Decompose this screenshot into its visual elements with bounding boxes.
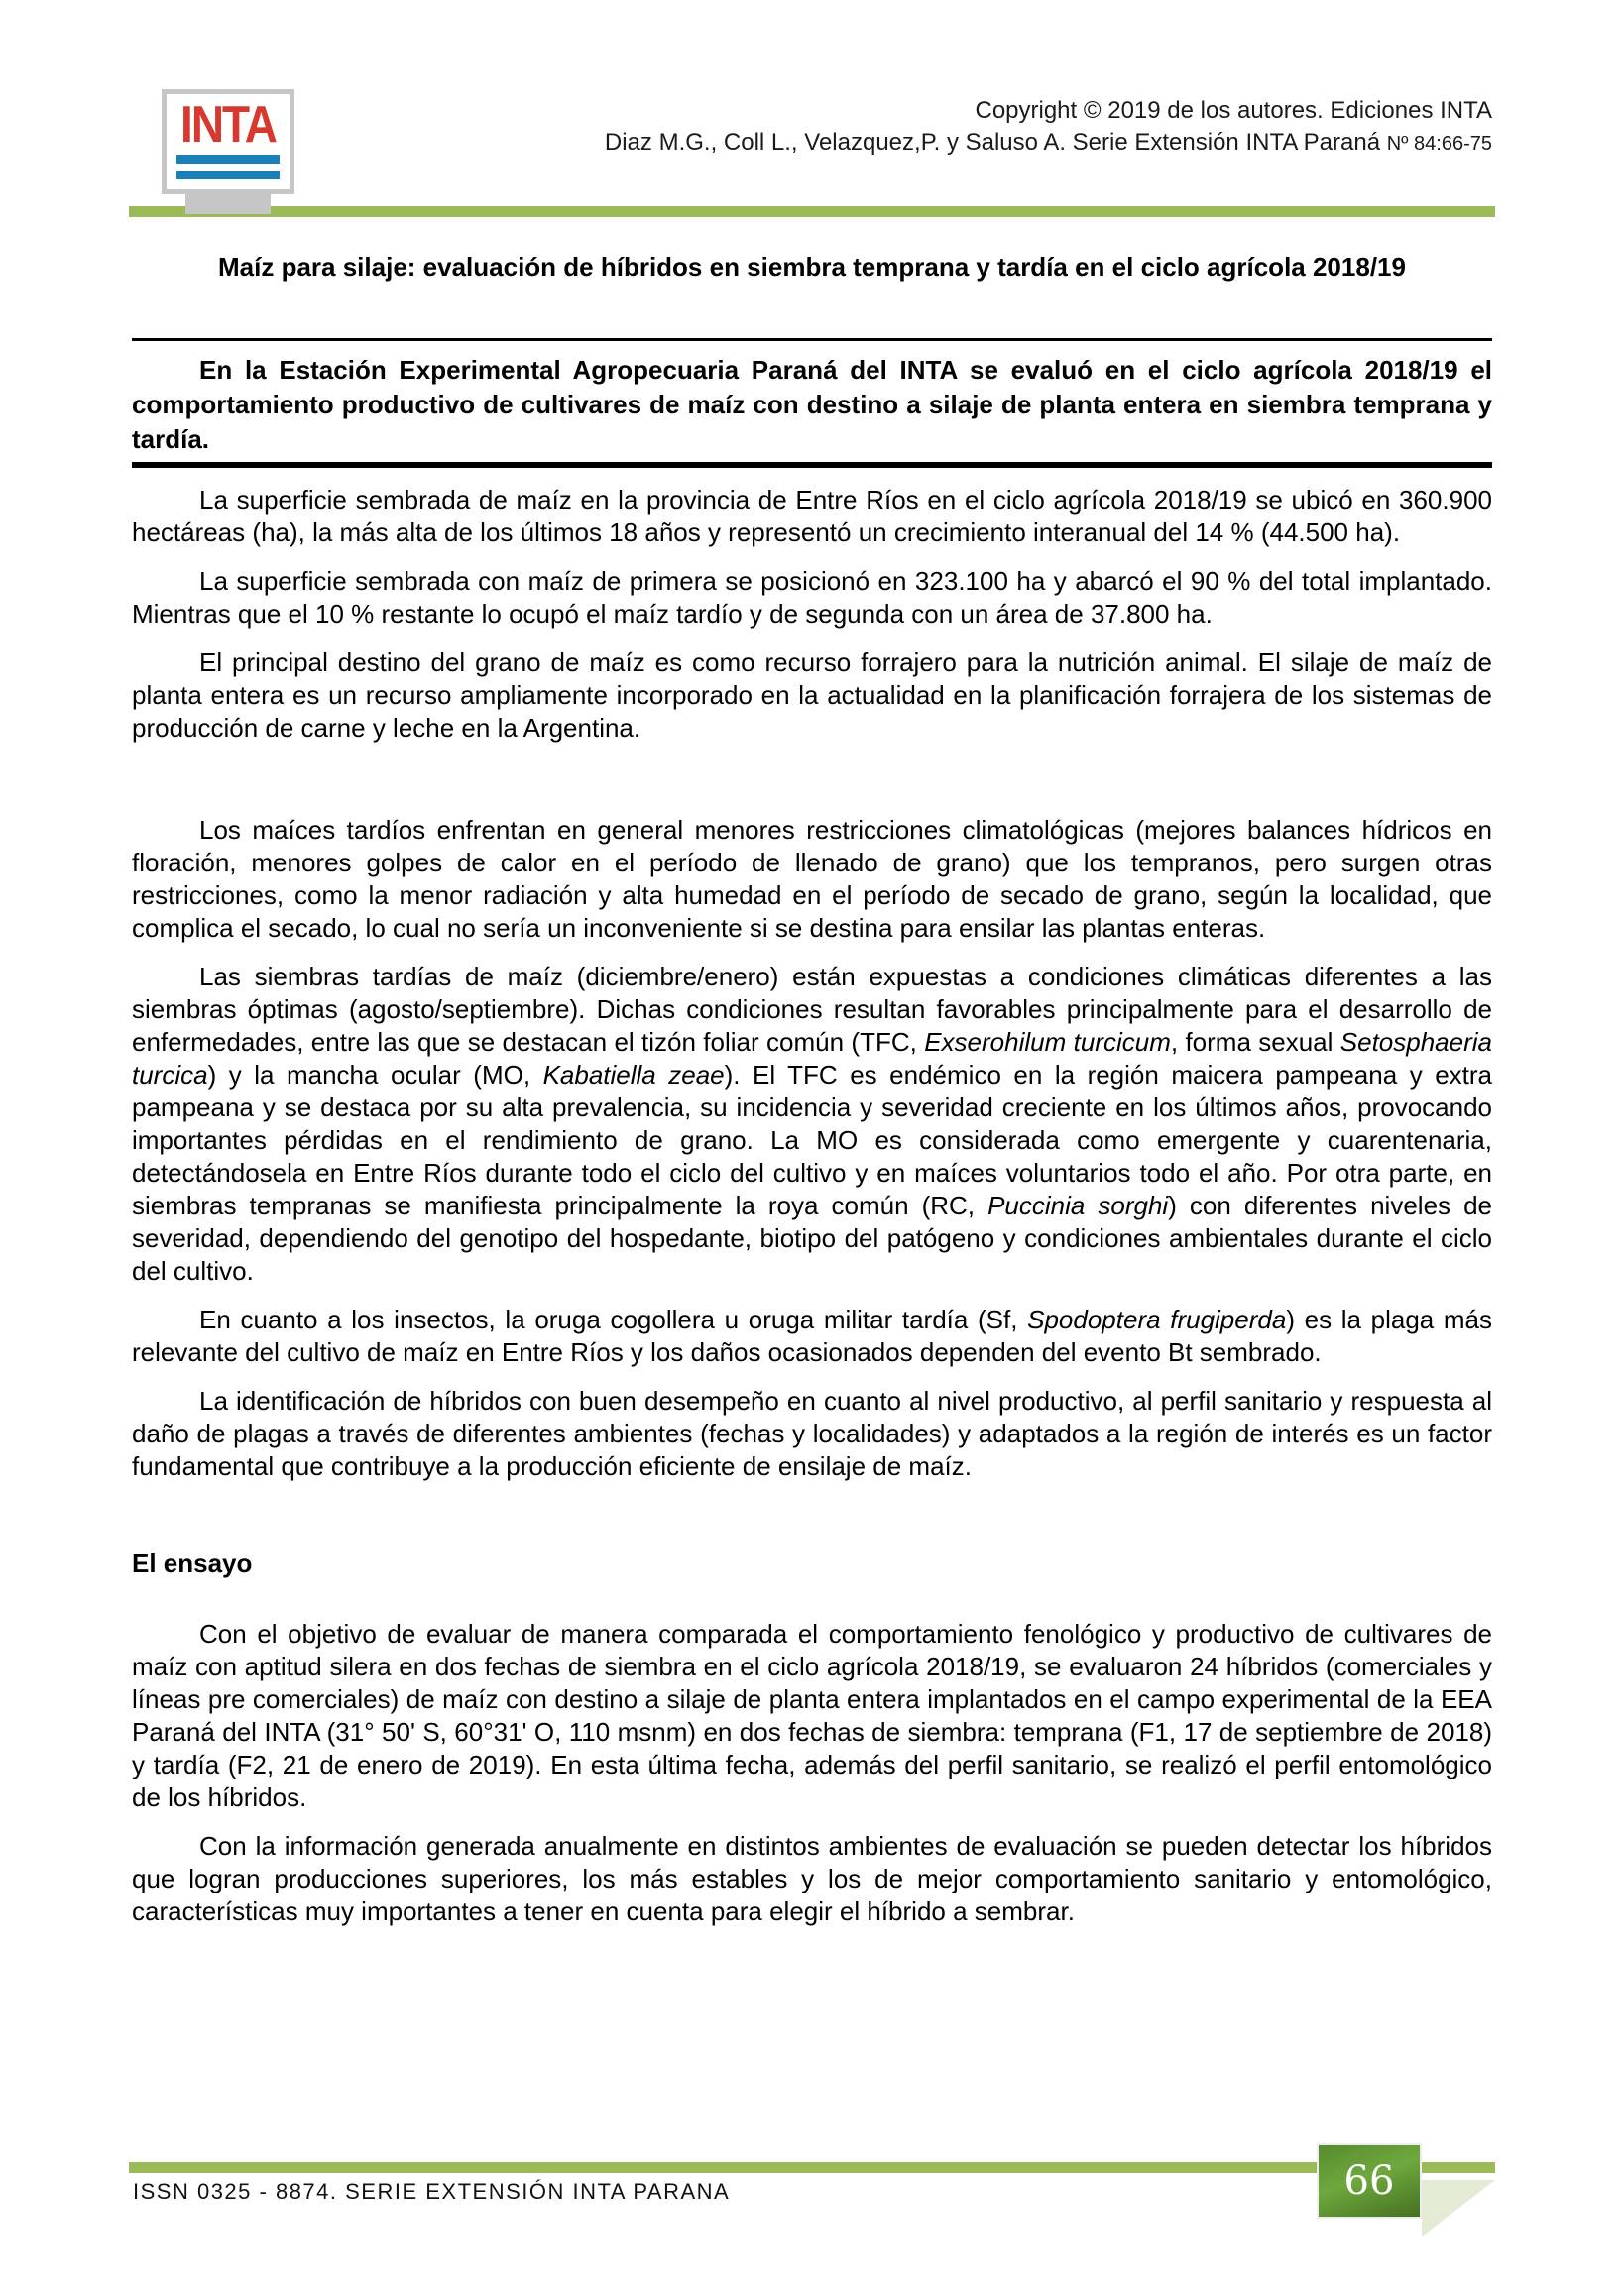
species-name: Spodoptera frugiperda [1027,1305,1287,1334]
paragraph-7 [132,1385,1492,1483]
species-name: Exserohilum turcicum [924,1027,1171,1057]
text-segment: ) y la mancha ocular (MO, [207,1060,543,1090]
abstract-top-rule [132,338,1492,341]
paragraph-1 [132,484,1492,549]
issue-reference: Nº 84:66-75 [1386,133,1492,155]
page-number-box [1317,2143,1422,2219]
authors-line [605,127,1492,160]
article [132,250,1492,1944]
header-credits [605,95,1492,160]
page-number: 66 [1343,2158,1395,2204]
abstract-bottom-rule [132,462,1492,468]
text-segment: En cuanto a los insectos, la oruga cogollera u oruga militar tardía (Sf, [199,1305,1028,1334]
text-segment: La superficie sembrada de maíz en la provincia de Entre Ríos en el ciclo agrícola 2018/19 se ubicó en 360.900 hectáreas (ha), la más alta de los últimos 18 años y representó un crecimiento interanual del 14 % (44.500 ha). [132,485,1492,547]
paragraph-5 [132,961,1492,1288]
inta-logo-text: INTA [180,94,276,154]
text-segment: , forma sexual [1170,1027,1340,1057]
inta-logo-frame [162,89,294,194]
species-name: Setosphaeria turcica [132,1027,1493,1090]
text-segment: Con la información generada anualmente en distintos ambientes de evaluación se pueden detectar los híbridos que logran producciones superiores, los más estables y los de mejor comportamiento sanitario y entomológico, características muy importantes a tener en cuenta para elegir el híbrido a sembrar. [132,1831,1492,1926]
inta-logo [162,89,294,214]
paragraph-8 [132,1618,1492,1814]
paragraph-4 [132,814,1492,945]
text-segment: ) es la plaga más relevante del cultivo de maíz en Entre Ríos y los daños ocasionados dependen del evento Bt sembrado. [132,1305,1493,1367]
paragraph-3 [132,646,1492,745]
text-segment: Con el objetivo de evaluar de manera comparada el comportamiento fenológico y productivo de cultivares de maíz con aptitud silera en dos fechas de siembra en el ciclo agrícola 2018/19, se evaluaron 24 híbridos (comerciales y líneas pre comerciales) de maíz con destino a silaje de planta entera implantados en el campo experimental de la EEA Paraná del INTA (31° 50' S, 60°31' O, 110 msnm) en dos fechas de siembra: temprana (F1, 17 de septiembre de 2018) y tardía (F2, 21 de enero de 2019). En esta última fecha, además del perfil sanitario, se realizó el perfil entomológico de los híbridos. [132,1619,1492,1812]
section-heading-el-ensayo: El ensayo [132,1549,253,1578]
page-title: Maíz para silaje: evaluación de híbridos en siembra temprana y tardía en el ciclo agrícola 2018/19 [218,252,1406,282]
paragraph-9 [132,1830,1492,1928]
paragraph-2 [132,565,1492,631]
abstract-paragraph: En la Estación Experimental Agropecuaria Paraná del INTA se evaluó en el ciclo agrícola 2018/19 el comportamiento productivo de cultivares de maíz con destino a silaje de planta entera en siembra temprana y tardía. [132,355,1492,454]
text-segment: ). El TFC es endémico en la región maicera pampeana y extra pampeana y se destaca por su alta prevalencia, su incidencia y severidad creciente en los últimos años, provocando importantes pérdidas en el rendimiento de grano. La MO es considerada como emergente y cuarentenaria, detectándosela en Entre Ríos durante todo el ciclo del cultivo y en maíces voluntarios todo el año. Por otra parte, en siembras tempranas se manifiesta principalmente la roya común (RC, [132,1060,1492,1220]
footer-green-rule [129,2162,1495,2173]
inta-logo-inner [167,94,290,189]
species-name: Kabatiella zeae [542,1060,725,1090]
authors-serie-text: Diaz M.G., Coll L., Velazquez,P. y Saluso A. Serie Extensión INTA Paraná [604,129,1387,156]
species-name: Puccinia sorghi [987,1191,1169,1220]
text-segment: ) con diferentes niveles de severidad, dependiendo del genotipo del hospedante, biotipo del patógeno y condiciones ambientales durante el ciclo del cultivo. [132,1191,1492,1286]
copyright-line: Copyright © 2019 de los autores. Ediciones INTA [975,97,1492,124]
text-segment: La superficie sembrada con maíz de primera se posicionó en 323.100 ha y abarcó el 90 % del total implantado. Mientras que el 10 % restante lo ocupó el maíz tardío y de segunda con un área de 37.800 ha. [132,566,1492,629]
paragraph-6 [132,1304,1492,1369]
text-segment: La identificación de híbridos con buen desempeño en cuanto al nivel productivo, al perfil sanitario y respuesta al daño de plagas a través de diferentes ambientes (fechas y localidades) y adaptados a la región de interés es un factor fundamental que contribuye a la producción eficiente de ensilaje de maíz. [132,1386,1492,1481]
header-green-rule [129,206,1495,217]
inta-logo-base [185,194,271,214]
inta-logo-stripe-top [176,155,280,164]
footer-issn-text: ISSN 0325 - 8874. SERIE EXTENSIÓN INTA PARANA [133,2179,731,2204]
page-number-flag-shape [1422,2180,1495,2237]
text-segment: El principal destino del grano de maíz es como recurso forrajero para la nutrición animal. El silaje de maíz de planta entera es un recurso ampliamente incorporado en la actualidad en la planificación forrajera de los sistemas de producción de carne y leche en la Argentina. [132,647,1492,743]
text-segment: Las siembras tardías de maíz (diciembre/enero) están expuestas a condiciones climáticas diferentes a las siembras óptimas (agosto/septiembre). Dichas condiciones resultan favorables principalmente para el desarrollo de enfermedades, entre las que se destacan el tizón foliar común (TFC, [132,962,1492,1057]
text-segment: Los maíces tardíos enfrentan en general menores restricciones climatológicas (mejores balances hídricos en floración, menores golpes de calor en el período de llenado de grano) que los tempranos, pero surgen otras restricciones, como la menor radiación y alta humedad en el período de secado de grano, según la localidad, que complica el secado, lo cual no sería un inconveniente si se destina para ensilar las plantas enteras. [132,815,1492,943]
inta-logo-stripe-bottom [176,171,280,179]
